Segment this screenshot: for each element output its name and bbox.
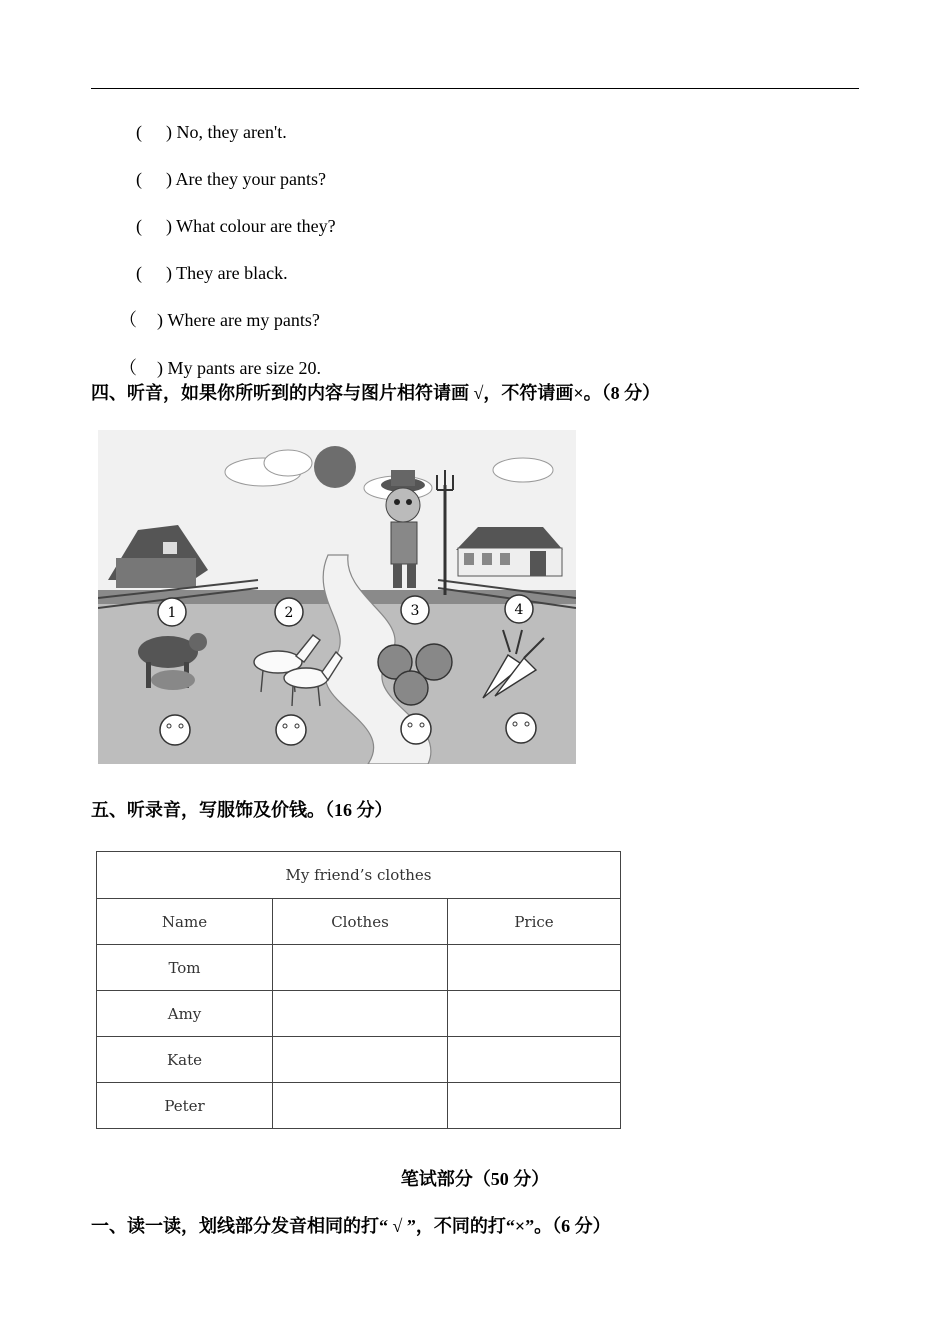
dialogue-line-6 (110, 335, 321, 379)
answer-circle-2[interactable] (276, 715, 306, 745)
dialogue-line-5 (110, 287, 320, 331)
answer-bracket[interactable]: ( (136, 169, 142, 189)
table-row (97, 1083, 621, 1129)
clothes-answer-cell[interactable] (273, 1037, 448, 1083)
dialogue-text: ) Where are my pants? (157, 310, 320, 330)
dialogue-text: ) Are they your pants? (166, 169, 326, 189)
svg-text:2: 2 (284, 605, 294, 621)
dialogue-line-2 (127, 146, 326, 190)
dialogue-line-1 (127, 99, 287, 143)
dialogue-text: ) My pants are size 20. (157, 358, 321, 378)
picture-number-4 (505, 595, 533, 623)
header-rule (91, 88, 859, 89)
price-answer-cell[interactable] (448, 1083, 621, 1129)
dialogue-line-4 (127, 240, 288, 284)
answer-circle-3[interactable] (401, 714, 431, 744)
section4-title: 四、听音，如果你所听到的内容与图片相符请画 √，不符请画×。（8 分） (91, 383, 661, 403)
clothes-table (96, 851, 621, 1129)
dialogue-text: ) No, they aren't. (166, 122, 287, 142)
clothes-answer-cell[interactable] (273, 945, 448, 991)
answer-circle-1[interactable] (160, 715, 190, 745)
name-cell: Peter (97, 1083, 273, 1129)
price-answer-cell[interactable] (448, 1037, 621, 1083)
answer-bracket[interactable]: ( (136, 216, 142, 236)
header-price: Price (448, 899, 621, 945)
answer-bracket[interactable]: （ (119, 358, 137, 378)
answer-bracket[interactable]: ( (136, 263, 142, 283)
svg-text:3: 3 (410, 603, 420, 619)
answer-bracket[interactable]: ( (136, 122, 142, 142)
name-cell: Kate (97, 1037, 273, 1083)
table-row (97, 945, 621, 991)
written-section1-title: 一、读一读，划线部分发音相同的打“ √ ”，不同的打“×”。（6 分） (91, 1216, 611, 1236)
svg-text:4: 4 (514, 602, 524, 618)
price-answer-cell[interactable] (448, 991, 621, 1037)
header-clothes: Clothes (273, 899, 448, 945)
table-caption: My friend’s clothes (97, 852, 621, 899)
written-part-title: 笔试部分（50 分） (400, 1169, 550, 1189)
picture-number-3 (401, 596, 429, 624)
picture-number-2 (275, 598, 303, 626)
svg-text:1: 1 (167, 605, 177, 621)
clothes-answer-cell[interactable] (273, 991, 448, 1037)
picture-number-1 (158, 598, 186, 626)
farm-scene-illustration (98, 430, 576, 764)
table-row (97, 991, 621, 1037)
dialogue-text: ) What colour are they? (166, 216, 336, 236)
answer-bracket[interactable]: （ (119, 310, 137, 330)
clothes-answer-cell[interactable] (273, 1083, 448, 1129)
name-cell: Amy (97, 991, 273, 1037)
sun-icon (314, 446, 356, 488)
barn-right (456, 527, 563, 576)
section5-title: 五、听录音，写服饰及价钱。（16 分） (91, 800, 393, 820)
table-row (97, 1037, 621, 1083)
dialogue-line-3 (127, 193, 336, 237)
header-name: Name (97, 899, 273, 945)
table-header-row (97, 899, 621, 945)
price-answer-cell[interactable] (448, 945, 621, 991)
name-cell: Tom (97, 945, 273, 991)
answer-circle-4[interactable] (506, 713, 536, 743)
dialogue-text: ) They are black. (166, 263, 288, 283)
